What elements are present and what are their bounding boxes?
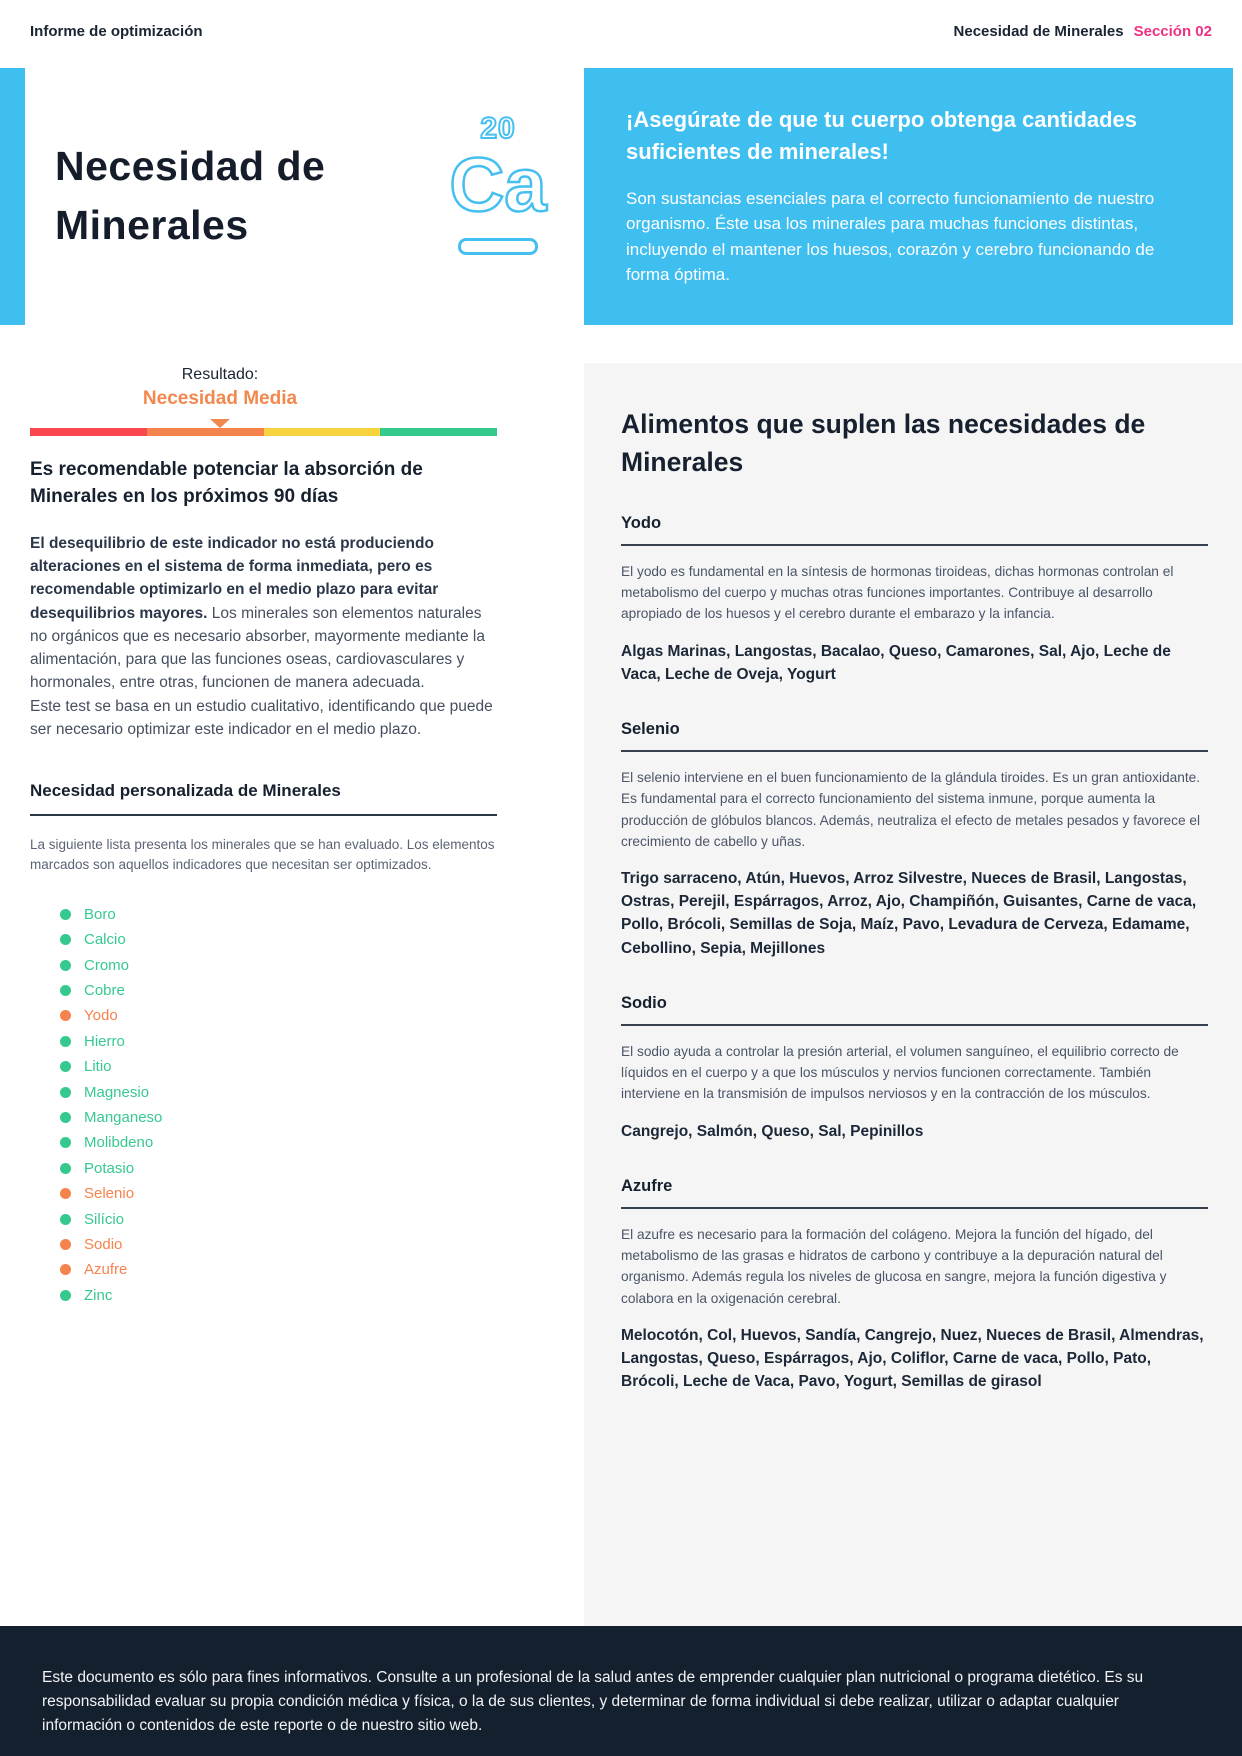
food-section (621, 994, 1208, 1143)
result-label: Resultado: (181, 366, 259, 383)
food-section-foods: Cangrejo, Salmón, Queso, Sal, Pepinillos (621, 1122, 924, 1140)
mineral-item (60, 902, 497, 927)
status-dot-icon (60, 909, 71, 920)
scale-segment (380, 428, 497, 436)
mineral-name: Calcio (84, 931, 126, 949)
callout-body: Son sustancias esenciales para el correcto funcionamiento de nuestro organismo. Éste usa los minerales para muchas funciones distintas, incluyendo el mantener los huesos, corazón y cerebro funcionando de forma óptima. (626, 188, 1155, 285)
result-value: Necesidad Media (142, 388, 298, 410)
page-footer (0, 1626, 1242, 1756)
status-dot-icon (60, 1290, 71, 1301)
status-dot-icon (60, 934, 71, 945)
mineral-item (60, 1105, 497, 1130)
food-sections (621, 514, 1208, 1394)
mineral-name: Hierro (84, 1032, 125, 1050)
food-section (621, 514, 1208, 686)
mineral-name: Cromo (84, 956, 130, 974)
result-block (30, 364, 410, 428)
mineral-name: Boro (84, 905, 116, 923)
mineral-name: Zinc (84, 1286, 113, 1304)
section-divider (621, 1024, 1208, 1026)
page-title: Necesidad de Minerales (55, 143, 326, 248)
mineral-list-intro: La siguiente lista presenta los minerales que se han evaluado. Los elementos marcados son aquellos indicadores que necesitan ser optimizados. (30, 837, 495, 873)
status-dot-icon (60, 1264, 71, 1275)
mineral-item (60, 1257, 497, 1282)
recommendation-detail: Los minerales son elementos naturales no orgánicos que es necesario absorber, mayormente mediante la alimentación, para que las funciones oseas, cardiovasculares y hormonales, entre otras, funcionen de manera adecuada. (30, 604, 485, 692)
mineral-name: Sodio (84, 1235, 123, 1253)
hero-callout (584, 68, 1233, 325)
element-number: 20 (480, 112, 516, 145)
mineral-name: Molibdeno (84, 1134, 154, 1152)
status-dot-icon (60, 1188, 71, 1199)
mineral-name: Magnesio (84, 1083, 150, 1101)
page-header (0, 0, 1242, 62)
food-section (621, 1177, 1208, 1394)
food-section-title: Sodio (621, 993, 667, 1012)
food-section-description: El selenio interviene en el buen funcionamiento de la glándula tiroides. Es un gran antioxidante. Es fundamental para el correcto funcionamiento del sistema inmune, porque aumenta la producción de glóbulos blancos. Además, neutraliza el efecto de metales pesados y favorece el crecimiento de cabello y uñas. (621, 770, 1201, 849)
mineral-name: Selenio (84, 1185, 135, 1203)
scale-segment (147, 428, 264, 436)
mineral-item (60, 1003, 497, 1028)
food-section-description: El sodio ayuda a controlar la presión arterial, el volumen sanguíneo, el equilibrio correcto de líquidos en el cuerpo y a que los músculos y nervios funcionen correctamente. También interviene en la transmisión de impulsos nerviosos y en la contracción de los músculos. (621, 1043, 1179, 1102)
foods-panel (584, 363, 1242, 1626)
section-divider (621, 544, 1208, 546)
mineral-name: Azufre (84, 1261, 128, 1279)
section-divider (30, 814, 497, 816)
mineral-item (60, 952, 497, 977)
element-underline (458, 238, 538, 255)
result-scale-bar (30, 428, 497, 436)
report-label: Informe de optimización (30, 22, 203, 40)
recommendation-body (30, 532, 497, 695)
status-dot-icon (60, 960, 71, 971)
calcium-element-icon (446, 112, 550, 255)
status-dot-icon (60, 1061, 71, 1072)
foods-heading: Alimentos que suplen las necesidades de Minerales (621, 409, 1146, 478)
mineral-item (60, 1054, 497, 1079)
status-dot-icon (60, 1010, 71, 1021)
section-divider (621, 1207, 1208, 1209)
food-section-title: Yodo (621, 513, 662, 532)
mineral-item (60, 1130, 497, 1155)
mineral-item (60, 927, 497, 952)
status-dot-icon (60, 1163, 71, 1174)
mineral-item (60, 1079, 497, 1104)
header-right (954, 23, 1212, 40)
status-dot-icon (60, 985, 71, 996)
mineral-item (60, 1181, 497, 1206)
status-dot-icon (60, 1239, 71, 1250)
recommendation-column (30, 457, 497, 1308)
status-dot-icon (60, 1214, 71, 1225)
food-section-foods: Algas Marinas, Langostas, Bacalao, Queso, Camarones, Sal, Ajo, Leche de Vaca, Leche de Oveja, Yogurt (621, 642, 1171, 683)
mineral-item (60, 1029, 497, 1054)
scale-segment (264, 428, 381, 436)
food-section-description: El yodo es fundamental en la síntesis de hormonas tiroideas, dichas hormonas controlan el metabolismo del cuerpo y muchas otras funciones importantes. Contribuye al desarrollo apropiado de los huesos y el cerebro durante el embarazo y la infancia. (621, 563, 1174, 622)
food-section-title: Azufre (621, 1176, 673, 1195)
mineral-name: Silício (84, 1210, 125, 1228)
header-page-title: Necesidad de Minerales (953, 22, 1124, 40)
mineral-name: Yodo (84, 1007, 118, 1025)
personalized-heading: Necesidad personalizada de Minerales (30, 781, 341, 801)
callout-heading: ¡Asegúrate de que tu cuerpo obtenga cantidades suficientes de minerales! (626, 107, 1137, 164)
mineral-item (60, 978, 497, 1003)
status-dot-icon (60, 1112, 71, 1123)
status-dot-icon (60, 1036, 71, 1047)
mineral-item (60, 1283, 497, 1308)
mineral-item (60, 1232, 497, 1257)
section-divider (621, 750, 1208, 752)
mineral-name: Cobre (84, 982, 125, 1000)
food-section-foods: Melocotón, Col, Huevos, Sandía, Cangrejo, Nuez, Nueces de Brasil, Almendras, Langostas, Queso, Espárragos, Ajo, Coliflor, Carne de vaca, Pollo, Pato, Brócoli, Leche de Vaca, Pavo, Yogurt, Semillas de girasol (621, 1326, 1204, 1391)
header-section-label: Sección 02 (1133, 22, 1212, 40)
result-pointer-icon (210, 419, 230, 428)
mineral-item (60, 1156, 497, 1181)
status-dot-icon (60, 1087, 71, 1098)
disclaimer-text: Este documento es sólo para fines informativos. Consulte a un profesional de la salud antes de emprender cualquier plan nutricional o programa dietético. Es su responsabilidad evaluar su propia condición médica y física, o la de sus clientes, y determinar de forma individual si debe realizar, utilizar o adaptar cualquier información o contenidos de este reporte o de nuestro sitio web. (42, 1669, 1144, 1735)
mineral-name: Manganeso (84, 1109, 163, 1126)
hero-accent-stripe (0, 68, 25, 325)
food-section-foods: Trigo sarraceno, Atún, Huevos, Arroz Silvestre, Nueces de Brasil, Langostas, Ostras, Perejil, Espárragos, Arroz, Ajo, Champiñón, Guisantes, Carne de vaca, Pollo, Brócoli, Semillas de Soja, Maíz, Pavo, Levadura de Cerveza, Edamame, Cebollino, Sepia, Mejillones (621, 869, 1197, 957)
element-symbol: Ca (449, 143, 547, 228)
recommendation-heading: Es recomendable potenciar la absorción de Minerales en los próximos 90 días (30, 459, 423, 507)
mineral-item (60, 1206, 497, 1231)
recommendation-note: Este test se basa en un estudio cualitativo, identificando que puede ser necesario optimizar este indicador en el medio plazo. (30, 697, 493, 738)
food-section (621, 720, 1208, 960)
status-dot-icon (60, 1137, 71, 1148)
food-section-description: El azufre es necesario para la formación del colágeno. Mejora la función del hígado, del metabolismo de las grasas e hidratos de carbono y contribuye a la depuración natural del organismo. Además regula los niveles de glucosa en sangre, mejora la función digestiva y colabora en la oxigenación cerebral. (621, 1226, 1167, 1306)
mineral-list (30, 902, 497, 1308)
mineral-name: Potasio (84, 1159, 135, 1177)
food-section-title: Selenio (621, 720, 680, 739)
recommendation-lead: El desequilibrio de este indicador no está produciendo alteraciones en el sistema de forma inmediata, pero es recomendable optimizarlo en el medio plazo para evitar desequilibrios mayores. (30, 534, 439, 622)
mineral-name: Litio (84, 1058, 112, 1076)
scale-segment (30, 428, 147, 436)
